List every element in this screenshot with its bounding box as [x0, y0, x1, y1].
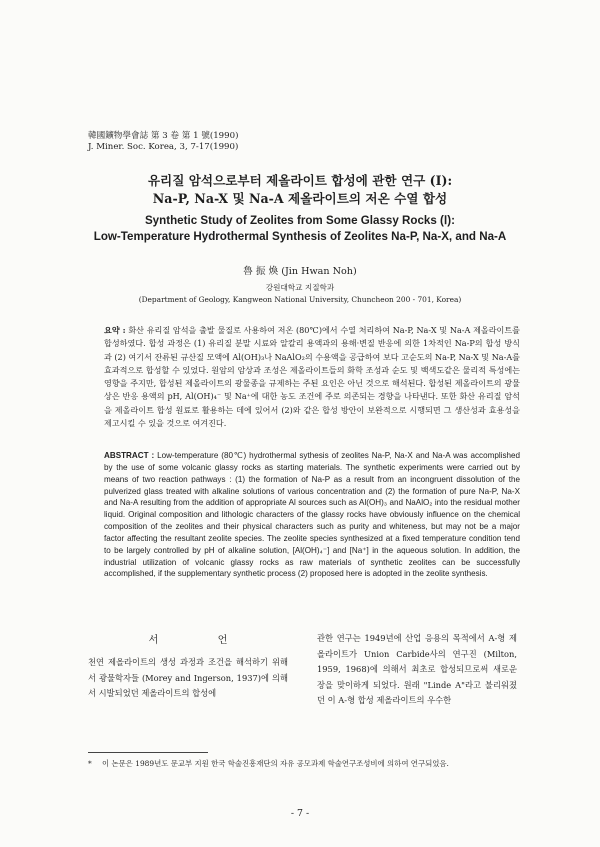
journal-citation: [88, 131, 238, 152]
footnote-divider: [88, 752, 208, 753]
paper-title-korean: [0, 172, 600, 208]
footnote-marker: *: [88, 759, 92, 768]
paper-title-korean-line1: 유리질 암석으로부터 제올라이트 합성에 관한 연구 (Ⅰ):: [147, 173, 453, 188]
journal-citation-korean: 韓國鑛物學會誌 第 3 卷 第 1 號(1990): [88, 131, 239, 141]
abstract-korean: [104, 324, 520, 430]
footnote-text: 이 논문은 1989년도 문교부 지원 한국 학술진흥재단의 자유 공모과제 학술연구조성비에 의하여 연구되었음.: [102, 759, 449, 768]
footnote: [88, 758, 518, 770]
author-name: 魯 振 煥 (Jin Hwan Noh): [243, 266, 357, 277]
journal-citation-english: J. Miner. Soc. Korea, 3, 7-17(1990): [88, 141, 239, 152]
paper-title-english-line1: Synthetic Study of Zeolites from Some Glassy Rocks (Ⅰ):: [144, 214, 456, 227]
abstract-korean-label: 요약 :: [104, 325, 126, 335]
abstract-english-text: Low-temperature (80℃) hydrothermal sythesis of zeolites Na-P, Na-X and Na-A was accomplished by the use of some volcanic glassy rocks as starting materials. The synthetic experiments were carried out by means of two reaction pathways : (1) the formation of Na-P as a result from an incongruent dissolution of the pulverized glass treated with alkaline solutions of various concentration and (2) the formation of pure Na-P, Na-X and Na-A resulting from the addition of appropriate Al sources such as Al(OH)₃ and NaAlO₂ into the residual mother liquid. Original composition and lithologic characters of the glassy rocks have obviously influence on the chemical composition of the zeolites and their physical characters such as purity and whiteness, but may not be a major factor affecting the resultant zeolite species. The zeolite species synthesized at a fixed temperature condition tend to be largely controlled by pH of alkaline solution, [Al(OH)₄⁻] and [Na⁺] in the aqueous solution. In addition, the industrial utilization of volcanic glassy rocks as raw materials of synthetic zeolites can be successfully accomplished, if the supplementary synthetic process (2) proposed here is adopted in the zeolite synthesis.: [104, 451, 521, 579]
section-heading-introduction: 서 언: [148, 635, 256, 646]
body-column-left: 천연 제올라이트의 생성 과정과 조건을 해석하기 위해서 광물학자들 (Morey and Ingerson, 1937)에 의해서 시발되었던 제올라이트의 합성에: [88, 657, 288, 698]
body-column-right: 관한 연구는 1949년에 산업 응용의 목적에서 A-형 제올라이트가 Union Carbide사의 연구진 (Milton, 1959, 1968)에 의해서 최초로 합성되므로써 새로운 장을 맞이하게 되었다. 원래 "Linde A"라고 불리워졌던 이 A-형 합성 제올라이트의 우수한: [317, 633, 517, 706]
affiliation-korean: 강원대학교 지질학과: [265, 283, 335, 292]
paper-title-english-line2: Low-Temperature Hydrothermal Synthesis of Zeolites Na-P, Na-X, and Na-A: [93, 230, 507, 243]
abstract-korean-text: 화산 유리질 암석을 출발 물질로 사용하여 저온 (80℃)에서 수열 처리하여 Na-P, Na-X 및 Na-A 제올라이트를 합성하였다. 합성 과정은 (1) 유리질 분말 시료와 알칼리 용액과의 용해·변질 반응에 의한 1차적인 Na-P의 합성 방식과 (2) 여기서 잔류된 규산질 모액에 Al(OH)₃나 NaAlO₂의 수용액을 공급하여 보다 고순도의 Na-P, Na-X 및 Na-A를 효과적으로 합성할 수 있었다. 원암의 암상과 조성은 제올라이트들의 화학 조성과 순도 및 백색도같은 물리적 특성에는 영향을 주지만, 합성된 제올라이트의 광물종을 규제하는 주된 요인은 아닌 것으로 해석된다. 합성된 제올라이트의 광물상은 반응 용액의 pH, Al(OH)₄⁻ 및 Na⁺에 대한 농도 조건에 주로 의존되는 경향을 나타낸다. 또한 화산 유리질 암석을 제올라이트 합성 원료로 활용하는 데에 있어서 (2)와 같은 합성 방안이 보완적으로 시행되면 그 생산성과 효용성을 제고시킬 수 있을 것으로 여겨진다.: [104, 325, 520, 429]
page-number: - 7 -: [290, 808, 310, 819]
paper-title-korean-line2: Na-P, Na-X 및 Na-A 제올라이트의 저온 수열 합성: [152, 191, 448, 206]
abstract-english-label: ABSTRACT :: [104, 451, 155, 460]
paper-title-english: [0, 213, 600, 245]
affiliation-english: (Department of Geology, Kangweon National University, Chuncheon 200 - 701, Korea): [138, 295, 462, 304]
abstract-english: [104, 450, 520, 580]
